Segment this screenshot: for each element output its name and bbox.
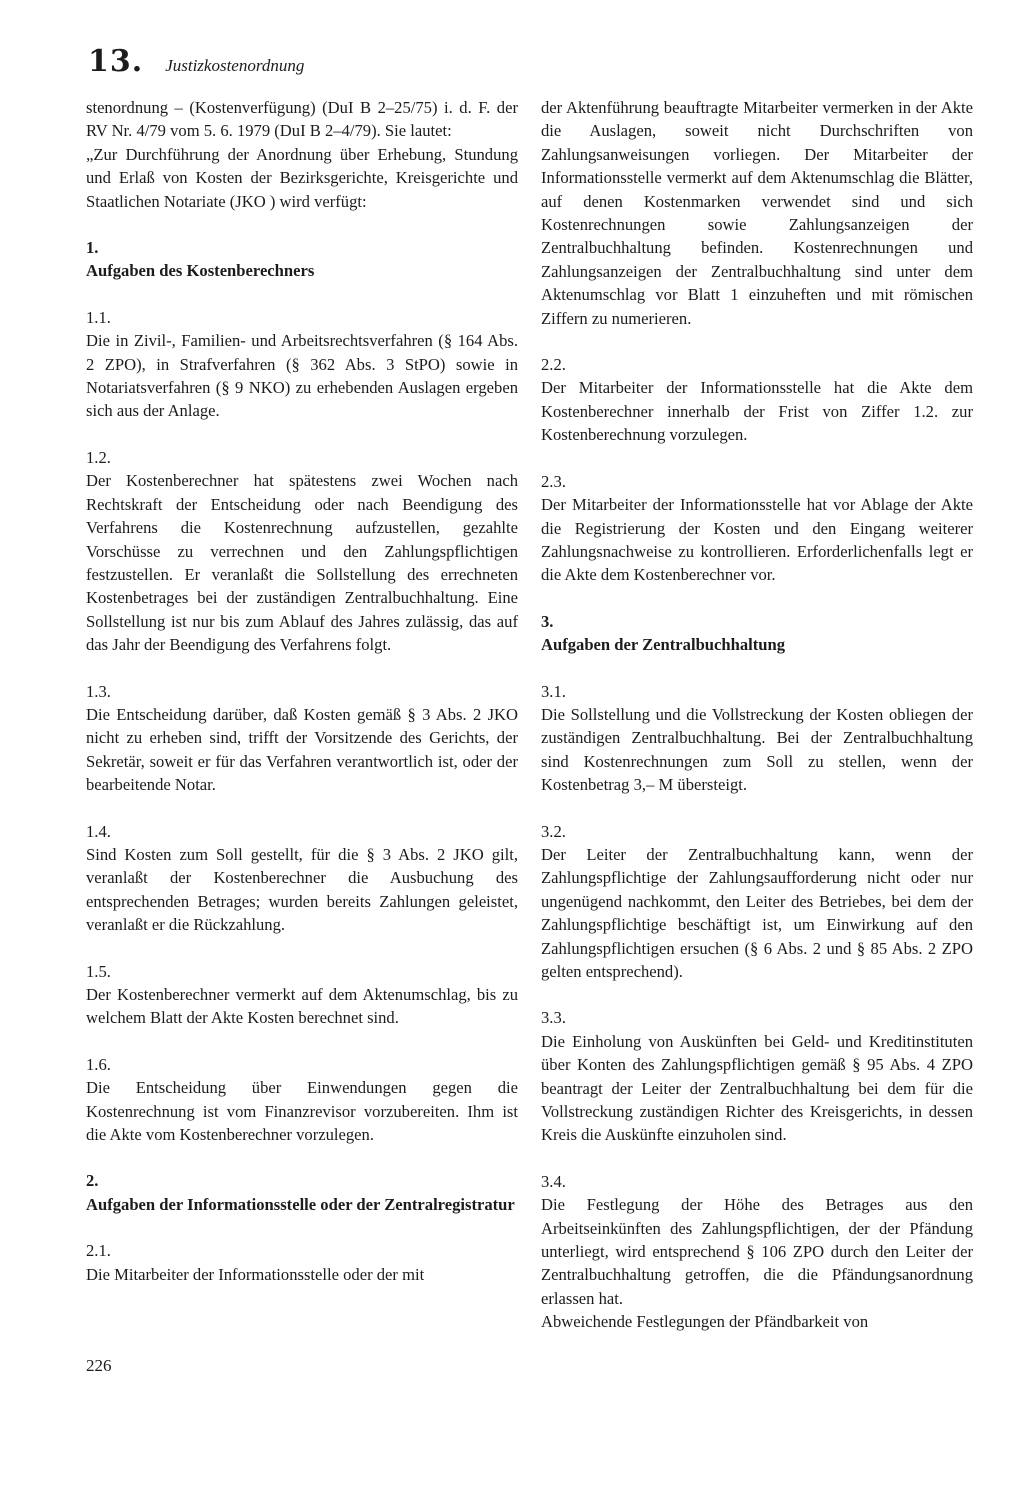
subsection-1-6 <box>86 1053 518 1147</box>
subsection-2-3 <box>541 470 973 587</box>
continuation-paragraph: der Aktenführung beauftragte Mitarbeiter vermerken in der Akte die Auslagen, soweit nicht Durchschriften von Zahlungsanweisungen vorliegen. Der Mitarbeiter der Informationsstelle vermerkt auf dem Aktenumschlag die Blätter, auf denen Kostenmarken verwendet sind und sich Kostenrechnungen sowie Zahlungsanzeigen der Zentralbuchhaltung befinden. Kostenrechnungen und Zahlungsanzeigen der Zentralbuchhaltung sind unter dem Aktenumschlag vor Blatt 1 einzuheften und mit römischen Ziffern zu numerieren. <box>541 98 973 328</box>
subsection-number: 1.5. <box>86 961 111 981</box>
subsection-text: Die Entscheidung darüber, daß Kosten gemäß § 3 Abs. 2 JKO nicht zu erheben sind, trifft der Vorsitzende des Gerichts, der Sekretär, soweit er für das Verfahren verantwortlich ist, oder der bearbeitende Notar. <box>86 704 518 795</box>
right-column <box>541 96 973 1334</box>
subsection-1-2 <box>86 446 518 657</box>
section-heading: Aufgaben der Informationsstelle oder der Zentralregistratur <box>86 1194 515 1214</box>
page-number: 226 <box>86 1356 112 1375</box>
subsection-1-5 <box>86 960 518 1030</box>
subsection-text: Die Mitarbeiter der Informationsstelle oder der mit <box>86 1264 425 1284</box>
subsection-text: Die Einholung von Auskünften bei Geld- und Kreditinstituten über Konten des Zahlungspflichtigen gemäß § 95 Abs. 4 ZPO beantragt der Leiter der Zentralbuchhaltung bei dem für die Vollstreckung zuständigen Richter des Kreisgerichts, in dessen Kreis die Auskünfte einzuholen sind. <box>541 1031 973 1145</box>
subsection-3-3 <box>541 1006 973 1146</box>
chapter-number: 13. <box>88 44 144 79</box>
subsection-text: Die Sollstellung und die Vollstreckung der Kosten obliegen der zuständigen Zentralbuchhaltung. Bei der Zentralbuchhaltung sind Kostenrechnungen zum Soll zu stellen, wenn der Kostenbetrag 3,– M übersteigt. <box>541 704 973 795</box>
section-number: 3. <box>541 611 554 631</box>
quote-paragraph: „Zur Durchführung der Anordnung über Erhebung, Stundung und Erlaß von Kosten der Bezirksgerichte, Kreisgerichte und Staatlichen Notariate (JKO ) wird verfügt: <box>86 144 518 211</box>
subsection-number: 2.3. <box>541 471 566 491</box>
subsection-text: Der Mitarbeiter der Informationsstelle hat die Akte dem Kostenberechner innerhalb der Frist von Ziffer 1.2. zur Kostenberechnung vorzulegen. <box>541 378 973 445</box>
subsection-number: 1.1. <box>86 307 111 327</box>
subsection-1-1 <box>86 306 518 423</box>
subsection-text: Die in Zivil-, Familien- und Arbeitsrechtsverfahren (§ 164 Abs. 2 ZPO), in Strafverfahren (§ 362 Abs. 3 StPO) sowie in Notariatsverfahren (§ 9 NKO) zu erhebenden Auslagen ergeben sich aus der Anlage. <box>86 331 518 421</box>
section-1 <box>86 236 518 283</box>
subsection-number: 3.1. <box>541 681 566 701</box>
subsection-number: 1.6. <box>86 1054 111 1074</box>
subsection-3-2 <box>541 820 973 984</box>
subsection-text-continued: Abweichende Festlegungen der Pfändbarkeit von <box>541 1312 869 1332</box>
chapter-title: Justizkostenordnung <box>165 56 305 75</box>
subsection-text: Der Kostenberechner hat spätestens zwei Wochen nach Rechtskraft der Entscheidung oder nach Beendigung des Verfahrens die Kostenrechnung aufzustellen, gezahlte Vorschüsse zu verrechnen und den Zahlungspflichtigen festzustellen. Er veranlaßt die Sollstellung des errechneten Kostenbetrages bei der zuständigen Zentralbuchhaltung. Eine Sollstellung ist nur bis zum Ablauf des Jahres zulässig, das auf das Jahr der Beendigung des Verfahrens folgt. <box>86 471 518 655</box>
left-column <box>86 96 518 1286</box>
intro-paragraph: stenordnung – (Kostenverfügung) (DuI B 2–25/75) i. d. F. der RV Nr. 4/79 vom 5. 6. 1979 (DuI B 2–4/79). Sie lautet: <box>86 98 518 141</box>
section-number: 2. <box>86 1171 99 1191</box>
subsection-number: 2.1. <box>86 1241 111 1261</box>
subsection-text: Der Leiter der Zentralbuchhaltung kann, wenn der Zahlungspflichtige der Zahlungsaufforderung nicht oder nur ungenügend nachkommt, den Leiter des Betriebes, bei dem der Zahlungspflichtige beschäftigt ist, um Einwirkung auf den Zahlungspflichtigen ersuchen (§ 6 Abs. 2 und § 85 Abs. 2 ZPO gelten entsprechend). <box>541 844 973 981</box>
section-heading: Aufgaben der Zentralbuchhaltung <box>541 635 786 655</box>
subsection-3-4 <box>541 1170 973 1334</box>
subsection-2-1 <box>86 1239 518 1286</box>
subsection-number: 1.4. <box>86 821 111 841</box>
subsection-2-2 <box>541 353 973 447</box>
subsection-number: 2.2. <box>541 355 566 375</box>
subsection-number: 1.2. <box>86 447 111 467</box>
subsection-number: 3.3. <box>541 1008 566 1028</box>
running-header <box>88 44 304 79</box>
subsection-number: 1.3. <box>86 681 111 701</box>
subsection-text: Die Entscheidung über Einwendungen gegen die Kostenrechnung ist vom Finanzrevisor vorzubereiten. Ihm ist die Akte vom Kostenberechner vorzulegen. <box>86 1078 518 1145</box>
subsection-text: Sind Kosten zum Soll gestellt, für die § 3 Abs. 2 JKO gilt, veranlaßt der Kostenberechner die Ausbuchung des entsprechenden Betrages; wurden bereits Zahlungen geleistet, veranlaßt er die Rückzahlung. <box>86 844 518 935</box>
subsection-1-3 <box>86 680 518 797</box>
subsection-3-1 <box>541 680 973 797</box>
subsection-text: Der Kostenberechner vermerkt auf dem Aktenumschlag, bis zu welchem Blatt der Akte Kosten berechnet sind. <box>86 985 518 1028</box>
subsection-number: 3.2. <box>541 821 566 841</box>
subsection-number: 3.4. <box>541 1171 566 1191</box>
section-3 <box>541 610 973 657</box>
section-number: 1. <box>86 238 99 258</box>
section-2 <box>86 1169 518 1216</box>
subsection-text: Die Festlegung der Höhe des Betrages aus den Arbeitseinkünften des Zahlungspflichtigen, der der Pfändung unterliegt, wird entsprechend § 106 ZPO durch den Leiter der Zentralbuchhaltung getroffen, die die Pfändungsanordnung erlassen hat. <box>541 1195 973 1308</box>
subsection-text: Der Mitarbeiter der Informationsstelle hat vor Ablage der Akte die Registrierung der Kosten und den Eingang weiterer Zahlungsnachweise zu kontrollieren. Erforderlichenfalls legt er die Akte dem Kostenberechner vor. <box>541 495 973 585</box>
subsection-1-4 <box>86 820 518 937</box>
section-heading: Aufgaben des Kostenberechners <box>86 261 315 281</box>
